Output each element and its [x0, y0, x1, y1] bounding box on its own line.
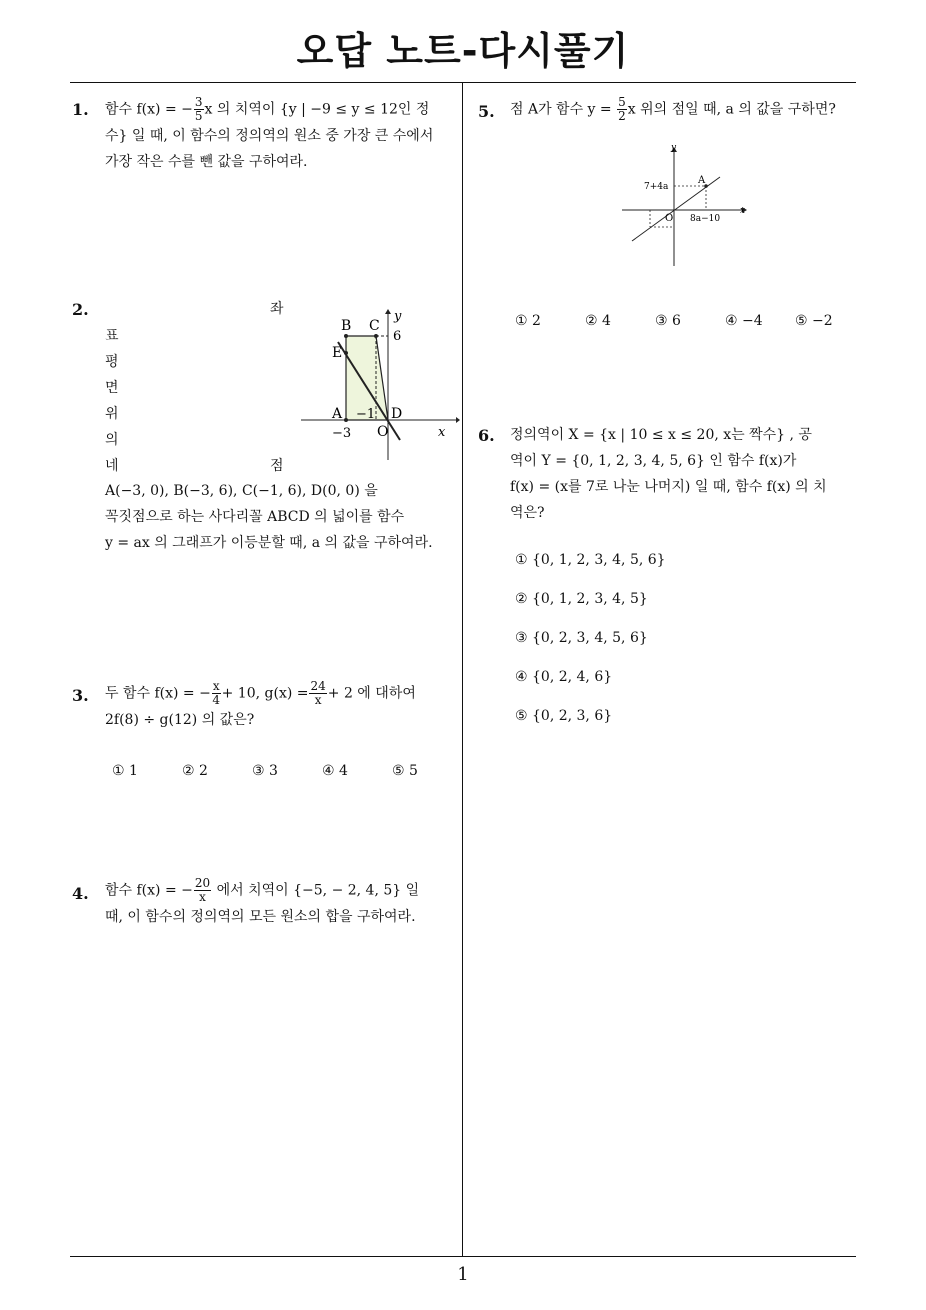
q5-frac-den: 2: [618, 109, 626, 123]
q3-body: [105, 680, 457, 733]
q2-char-2: 평: [105, 354, 119, 370]
q3-line2: 2f(8) ÷ g(12) 의 값은?: [105, 712, 255, 728]
label-e: E: [332, 345, 343, 361]
column-divider: [462, 82, 463, 1257]
q3-text-c: + 2 에 대하여: [327, 685, 416, 702]
q5-text-a: 점 A가 함수 y =: [510, 101, 617, 118]
q4-text-b: 에서 치역이 {−5, − 2, 4, 5} 일: [212, 882, 420, 899]
q6-choice-3[interactable]: ③ {0, 2, 3, 4, 5, 6}: [515, 630, 648, 646]
y-axis-arrow: [385, 309, 391, 314]
q6-choices: [515, 552, 666, 747]
q5-choice-5[interactable]: ⑤ −2: [795, 313, 833, 329]
page-title: 오답 노트-다시풀기: [296, 29, 630, 73]
q4-body: [105, 877, 457, 930]
q2-number: 2.: [72, 300, 89, 319]
q2-char-3: 면: [105, 380, 119, 396]
q3-choice-1[interactable]: ① 1: [112, 763, 138, 779]
q4-line2: 때, 이 함수의 정의역의 모든 원소의 합을 구하여라.: [105, 909, 416, 925]
q1-number: 1.: [72, 100, 89, 119]
q3-frac2-num: 24: [310, 679, 326, 693]
q2-trapezoid-figure: [296, 300, 460, 462]
label-7-plus-4a: 7+4a: [644, 182, 669, 192]
q6-line4: 역은?: [510, 505, 545, 521]
q3-line1: [105, 680, 457, 707]
q5-frac-num: 5: [618, 95, 626, 109]
q2-char-4: 위: [105, 406, 119, 422]
q3-fraction-1: [212, 680, 221, 707]
q1-frac-den: 5: [194, 109, 203, 123]
q4-frac-den: x: [199, 890, 206, 904]
q3-fraction-2: [309, 680, 326, 707]
label-minus1: −1: [356, 407, 376, 422]
q1-line2: 수} 일 때, 이 함수의 정의역의 원소 중 가장 큰 수에서: [105, 128, 434, 144]
q6-number: 6.: [478, 426, 495, 445]
q5-choice-2[interactable]: ② 4: [585, 313, 611, 329]
q3-text-b: + 10, g(x) =: [221, 685, 309, 702]
q5-line1: [510, 96, 862, 123]
q2-line1: A(−3, 0), B(−3, 6), C(−1, 6), D(0, 0) 을: [105, 483, 378, 499]
q5-choice-4[interactable]: ④ −4: [725, 313, 763, 329]
label-d: D: [391, 406, 403, 422]
q1-frac-num: 3: [194, 95, 203, 109]
q6-choice-5[interactable]: ⑤ {0, 2, 3, 6}: [515, 708, 613, 724]
q2-line2: 꼭짓점으로 하는 사다리꼴 ABCD 의 넓이를 함수: [105, 509, 405, 525]
q2-line3: y = ax 의 그래프가 이등분할 때, a 의 값을 구하여라.: [105, 535, 433, 551]
q4-number: 4.: [72, 884, 89, 903]
q3-choices: [112, 763, 432, 779]
q5-text-b: x 위의 점일 때, a 의 값을 구하면?: [627, 101, 836, 118]
point-e: [344, 351, 348, 355]
q2-body: [105, 478, 457, 556]
q5-body: [510, 96, 862, 123]
q1-function: f(x) = −: [136, 101, 193, 118]
top-rule: [70, 82, 856, 83]
q5-fraction: [617, 96, 627, 123]
q4-line1: [105, 877, 457, 904]
q3-choice-2[interactable]: ② 2: [182, 763, 208, 779]
q4-text-a: 함수 f(x) = −: [105, 882, 193, 899]
q1-text: 함수: [105, 101, 137, 118]
label-y: y: [394, 309, 402, 324]
q6-line3: f(x) = (x를 7로 나눈 나머지) 일 때, 함수 f(x) 의 치: [510, 479, 827, 495]
q1-line1: [105, 96, 455, 123]
point-b: [344, 334, 348, 338]
q6-choice-4[interactable]: ④ {0, 2, 4, 6}: [515, 669, 613, 685]
bottom-rule: [70, 1256, 856, 1257]
q5-choices: [515, 313, 845, 329]
q1-body: [105, 96, 455, 175]
q3-number: 3.: [72, 686, 89, 705]
q2-char-7: 점: [270, 458, 284, 474]
label-8a-minus-10: 8a−10: [690, 214, 721, 224]
q2-char-5: 의: [105, 432, 119, 448]
q1-text-b: x 의 치역이 {y | −9 ≤ y ≤ 12인 정: [204, 101, 430, 118]
q3-choice-4[interactable]: ④ 4: [322, 763, 348, 779]
q4-frac-num: 20: [194, 876, 211, 890]
x-axis-arrow: [456, 417, 460, 423]
q3-choice-5[interactable]: ⑤ 5: [392, 763, 418, 779]
q3-frac1-num: x: [212, 679, 220, 693]
label-b: B: [341, 318, 352, 334]
q4-fraction: [194, 877, 211, 904]
q6-body: [510, 422, 860, 526]
q6-choice-1[interactable]: ① {0, 1, 2, 3, 4, 5, 6}: [515, 552, 666, 568]
q5-number: 5.: [478, 102, 495, 121]
label-a: A: [698, 175, 706, 186]
q2-char-6: 네: [105, 458, 119, 474]
q5-choice-3[interactable]: ③ 6: [655, 313, 681, 329]
label-c: C: [369, 318, 380, 334]
q6-line2: 역이 Y = {0, 1, 2, 3, 4, 5, 6} 인 함수 f(x)가: [510, 453, 797, 469]
point-c: [374, 334, 378, 338]
label-a: A: [332, 406, 343, 422]
q3-frac1-den: 4: [212, 693, 221, 707]
q2-char-1: 표: [105, 328, 119, 344]
page-number: 1: [457, 1264, 469, 1285]
q5-graph-figure: [618, 140, 752, 270]
label-x: x: [438, 425, 446, 440]
q1-fraction: [194, 96, 204, 123]
q6-line1: 정의역이 X = {x | 10 ≤ x ≤ 20, x는 짝수} , 공: [510, 427, 812, 443]
q3-text-a: 두 함수 f(x) = −: [105, 685, 211, 702]
label-six: 6: [393, 329, 402, 344]
q6-choice-2[interactable]: ② {0, 1, 2, 3, 4, 5}: [515, 591, 648, 607]
q3-frac2-den: x: [314, 693, 322, 707]
label-y: y: [671, 143, 677, 153]
q2-char-0: 좌: [270, 301, 284, 317]
q5-choice-1[interactable]: ① 2: [515, 313, 541, 329]
label-x: x: [740, 206, 746, 216]
label-minus3: −3: [332, 426, 352, 441]
q3-choice-3[interactable]: ③ 3: [252, 763, 278, 779]
q1-line3: 가장 작은 수를 뺀 값을 구하여라.: [105, 154, 308, 170]
label-o: O: [665, 213, 674, 224]
point-a: [344, 418, 348, 422]
label-o: O: [377, 424, 389, 440]
